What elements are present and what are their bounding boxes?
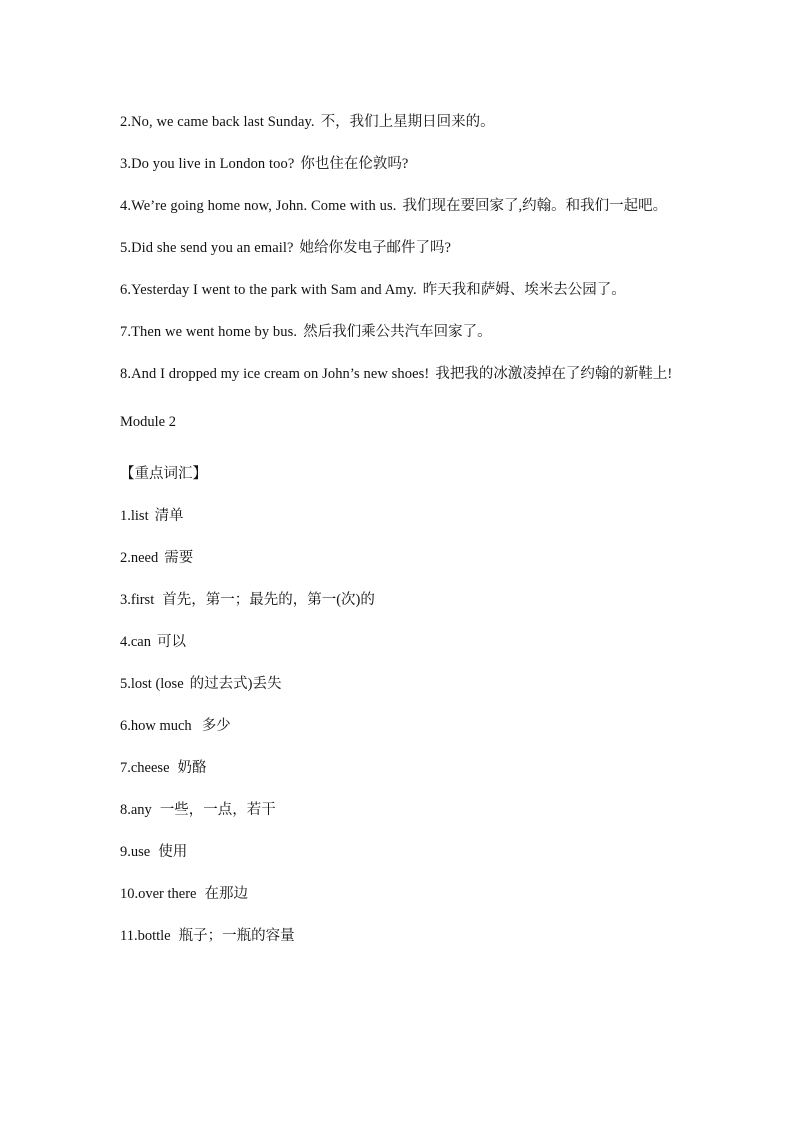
vocab-chinese: 的过去式)丢失 [189, 676, 282, 692]
vocab-item [120, 495, 680, 537]
vocab-english: 6.how much [120, 718, 192, 734]
sentence-line [120, 353, 680, 395]
vocab-item [120, 621, 680, 663]
sentence-line [120, 269, 680, 311]
sentence-english: 2.No, we came back last Sunday. [120, 114, 315, 130]
sentence-english: 4.We’re going home now, John. Come with us. [120, 198, 397, 214]
sentence-chinese: 昨天我和萨姆、埃米去公园了。 [422, 282, 626, 298]
vocab-item [120, 915, 680, 957]
vocab-item [120, 831, 680, 873]
sentence-chinese: 我们现在要回家了,约翰。和我们一起吧。 [402, 198, 668, 214]
vocab-chinese: 奶酪 [177, 760, 207, 776]
vocab-english: 1.list [120, 508, 149, 524]
sentence-chinese: 她给你发电子邮件了吗? [299, 240, 451, 256]
sentence-english: 6.Yesterday I went to the park with Sam and Amy. [120, 282, 417, 298]
vocab-item [120, 663, 680, 705]
sentence-chinese: 然后我们乘公共汽车回家了。 [303, 324, 492, 340]
sentence-line [120, 311, 680, 353]
sentence-line [120, 227, 680, 269]
vocab-item [120, 789, 680, 831]
sentence-english: 7.Then we went home by bus. [120, 324, 298, 340]
vocab-english: 7.cheese [120, 760, 170, 776]
vocab-english: 2.need [120, 550, 159, 566]
vocab-chinese: 一些，一点，若干 [159, 802, 276, 818]
vocab-english: 11.bottle [120, 928, 171, 944]
vocab-item [120, 747, 680, 789]
module-title: Module 2 [120, 414, 176, 430]
vocab-english: 9.use [120, 844, 151, 860]
vocab-chinese: 需要 [164, 550, 194, 566]
vocab-heading: 【重点词汇】 [120, 466, 207, 482]
vocab-item [120, 705, 680, 747]
document-content [120, 101, 680, 957]
sentence-chinese: 你也住在伦敦吗? [300, 156, 409, 172]
vocab-english: 10.over there [120, 886, 197, 902]
sentence-chinese: 不，我们上星期日回来的。 [320, 114, 495, 130]
sentence-english: 3.Do you live in London too? [120, 156, 295, 172]
sentence-english: 5.Did she send you an email? [120, 240, 294, 256]
sentence-line [120, 185, 680, 227]
vocab-chinese: 可以 [157, 634, 186, 650]
sentence-line [120, 101, 680, 143]
vocab-english: 8.any [120, 802, 152, 818]
vocab-item [120, 579, 680, 621]
vocab-chinese: 清单 [154, 508, 184, 524]
vocab-english: 4.can [120, 634, 151, 650]
vocab-english: 5.lost (lose [120, 676, 184, 692]
vocab-chinese: 使用 [158, 844, 188, 860]
vocab-chinese: 在那边 [204, 886, 248, 902]
sentence-line [120, 143, 680, 185]
vocab-chinese: 瓶子；一瓶的容量 [178, 928, 295, 944]
sentence-chinese: 我把我的冰激凌掉在了约翰的新鞋上! [435, 366, 673, 382]
sentence-english: 8.And I dropped my ice cream on John’s new shoes! [120, 366, 430, 382]
vocab-item [120, 537, 680, 579]
vocab-english: 3.first [120, 592, 155, 608]
vocab-chinese: 多少 [201, 718, 231, 734]
vocab-chinese: 首先，第一；最先的，第一(次)的 [162, 592, 375, 608]
vocab-item [120, 873, 680, 915]
